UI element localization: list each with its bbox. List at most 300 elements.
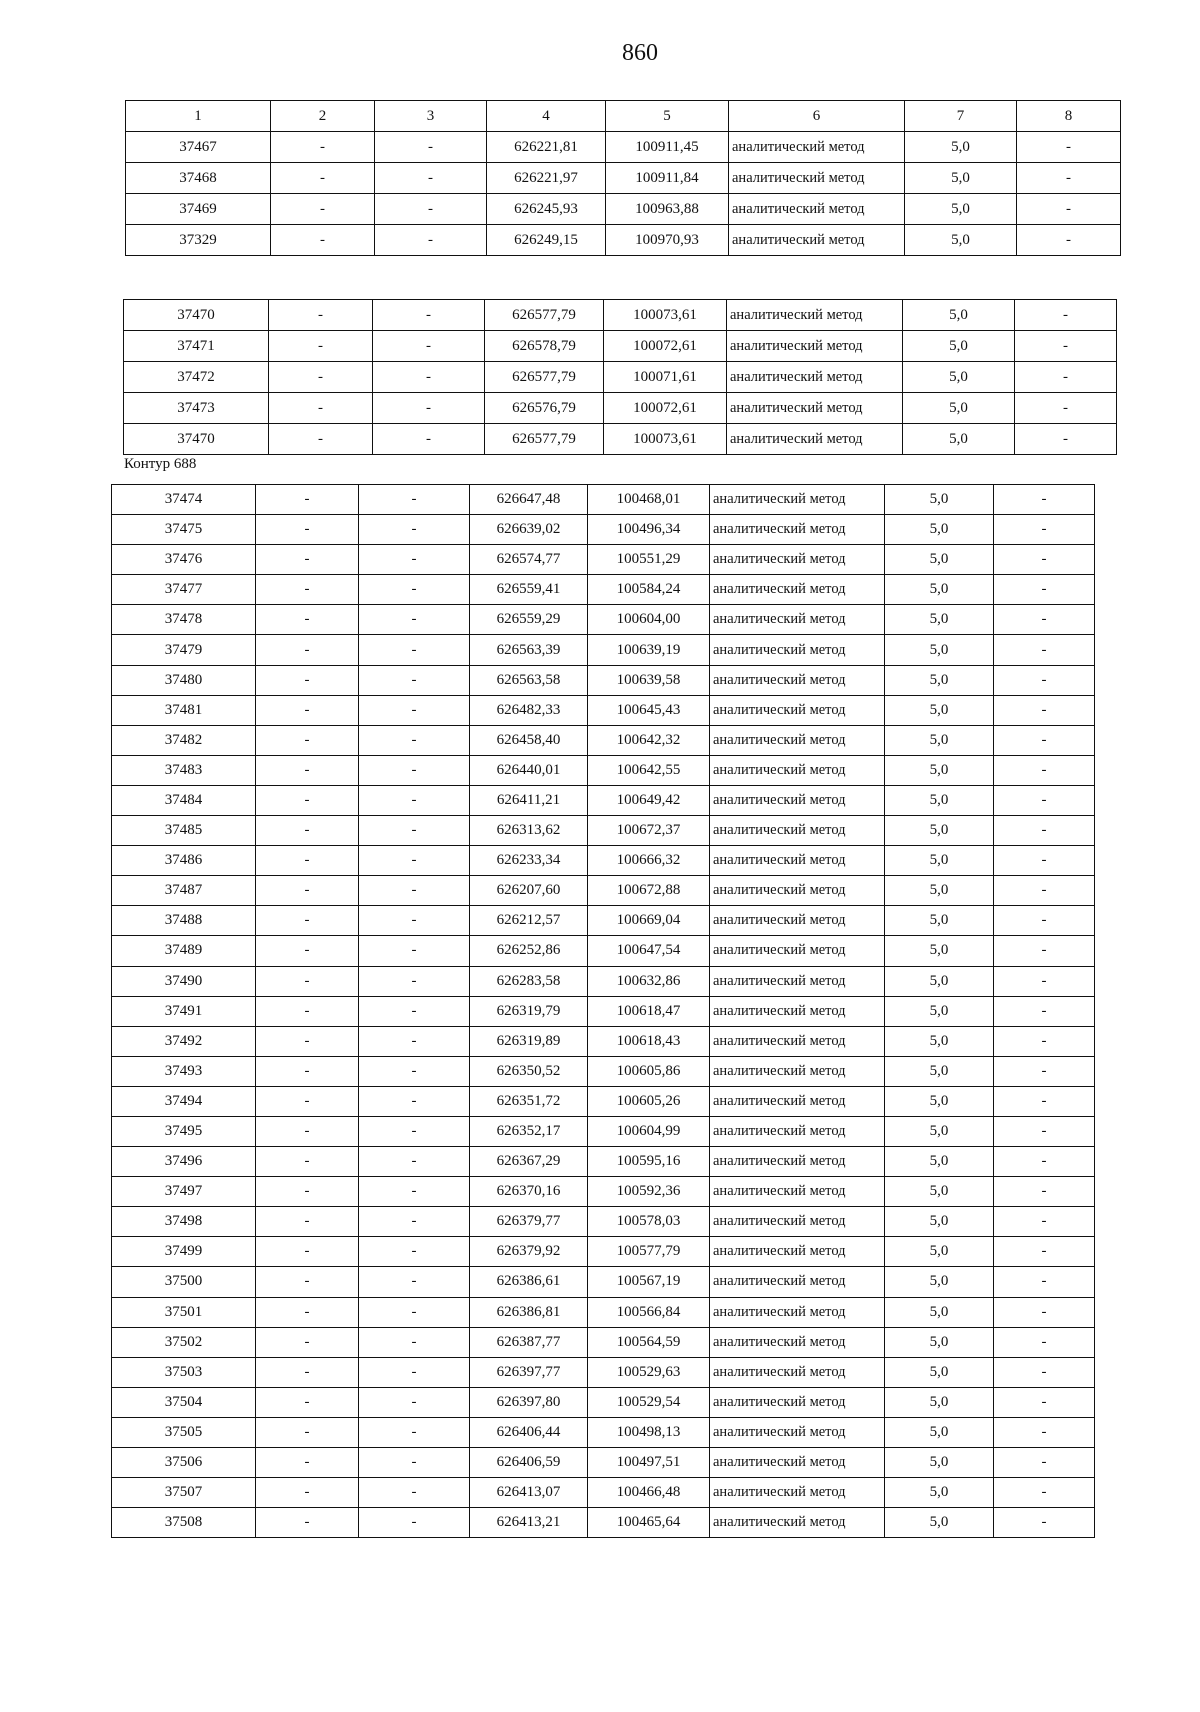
- table-cell: 37474: [112, 485, 256, 515]
- table-cell: 626367,29: [470, 1147, 588, 1177]
- table-row: [112, 1086, 1095, 1116]
- table-cell: -: [256, 1478, 359, 1508]
- table-cell: -: [359, 785, 470, 815]
- table-cell: аналитический метод: [710, 485, 885, 515]
- table-cell: аналитический метод: [710, 1357, 885, 1387]
- table-cell: 37468: [126, 163, 271, 194]
- table-cell: 5,0: [885, 485, 994, 515]
- table-cell: 5,0: [885, 1508, 994, 1538]
- table-cell: -: [1017, 225, 1121, 256]
- table-cell: -: [359, 1056, 470, 1086]
- table-cell: аналитический метод: [727, 424, 903, 455]
- table-cell: -: [271, 225, 375, 256]
- table-cell: -: [256, 515, 359, 545]
- table-cell: 5,0: [885, 605, 994, 635]
- table-cell: 100071,61: [604, 362, 727, 393]
- table-cell: -: [1015, 393, 1117, 424]
- table-cell: -: [359, 1267, 470, 1297]
- table-cell: -: [994, 816, 1095, 846]
- table-cell: 626577,79: [485, 300, 604, 331]
- table-cell: 37504: [112, 1387, 256, 1417]
- table-cell: 100567,19: [588, 1267, 710, 1297]
- table-row: [126, 194, 1121, 225]
- table-cell: аналитический метод: [710, 996, 885, 1026]
- table-cell: -: [256, 1357, 359, 1387]
- table-row: [112, 635, 1095, 665]
- table-cell: 100672,88: [588, 876, 710, 906]
- table-row: [112, 725, 1095, 755]
- table-cell: 5,0: [885, 1116, 994, 1146]
- table-row: [112, 1327, 1095, 1357]
- table-cell: 626221,97: [487, 163, 606, 194]
- table-row: [112, 1056, 1095, 1086]
- table-cell: -: [994, 906, 1095, 936]
- table-cell: 100639,58: [588, 665, 710, 695]
- table-cell: аналитический метод: [710, 816, 885, 846]
- table-cell: -: [269, 393, 373, 424]
- table-cell: 100605,26: [588, 1086, 710, 1116]
- table-cell: -: [271, 132, 375, 163]
- table-cell: 100497,51: [588, 1448, 710, 1478]
- table-cell: -: [256, 695, 359, 725]
- table-cell: аналитический метод: [727, 300, 903, 331]
- table-cell: -: [1015, 362, 1117, 393]
- table-cell: -: [359, 876, 470, 906]
- table-cell: -: [256, 1177, 359, 1207]
- table-cell: 626252,86: [470, 936, 588, 966]
- table-cell: аналитический метод: [710, 605, 885, 635]
- table-cell: 5,0: [885, 545, 994, 575]
- table-cell: -: [269, 424, 373, 455]
- table-cell: 37502: [112, 1327, 256, 1357]
- table-cell: 5,0: [885, 846, 994, 876]
- table-cell: 5,0: [885, 695, 994, 725]
- table-cell: 626563,58: [470, 665, 588, 695]
- table-cell: -: [994, 1508, 1095, 1538]
- table-cell: 100618,43: [588, 1026, 710, 1056]
- table-cell: 100592,36: [588, 1177, 710, 1207]
- table-cell: 100639,19: [588, 635, 710, 665]
- table-cell: -: [256, 1508, 359, 1538]
- table-cell: аналитический метод: [710, 1417, 885, 1447]
- table-cell: -: [373, 393, 485, 424]
- table-cell: аналитический метод: [710, 1237, 885, 1267]
- table-row: [112, 575, 1095, 605]
- table-cell: 5,0: [885, 1177, 994, 1207]
- table-cell: 100595,16: [588, 1147, 710, 1177]
- table-cell: 37479: [112, 635, 256, 665]
- table-cell: -: [256, 996, 359, 1026]
- table-cell: аналитический метод: [710, 545, 885, 575]
- table-cell: аналитический метод: [710, 1508, 885, 1538]
- table-cell: -: [359, 755, 470, 785]
- table-cell: 100647,54: [588, 936, 710, 966]
- table-cell: 37472: [124, 362, 269, 393]
- table-cell: аналитический метод: [710, 966, 885, 996]
- table-cell: 5,0: [885, 1147, 994, 1177]
- table-cell: 37493: [112, 1056, 256, 1086]
- table-cell: 626578,79: [485, 331, 604, 362]
- table-cell: -: [256, 1237, 359, 1267]
- table-cell: 626319,89: [470, 1026, 588, 1056]
- table-cell: -: [994, 1267, 1095, 1297]
- table-cell: 626249,15: [487, 225, 606, 256]
- table-cell: -: [994, 1417, 1095, 1447]
- table-cell: -: [359, 906, 470, 936]
- table-cell: 5,0: [885, 936, 994, 966]
- table-cell: 626559,29: [470, 605, 588, 635]
- table-cell: 100584,24: [588, 575, 710, 605]
- table-cell: 100551,29: [588, 545, 710, 575]
- table-cell: аналитический метод: [710, 695, 885, 725]
- table-cell: 37467: [126, 132, 271, 163]
- table-cell: -: [994, 785, 1095, 815]
- table-cell: 626350,52: [470, 1056, 588, 1086]
- table-cell: аналитический метод: [710, 755, 885, 785]
- table-cell: -: [256, 605, 359, 635]
- table-cell: 37497: [112, 1177, 256, 1207]
- table-cell: 100632,86: [588, 966, 710, 996]
- table-header-row: [126, 101, 1121, 132]
- table-row: [112, 785, 1095, 815]
- table-cell: 5,0: [905, 225, 1017, 256]
- table-cell: 100963,88: [606, 194, 729, 225]
- table-cell: 100496,34: [588, 515, 710, 545]
- table-cell: 100672,37: [588, 816, 710, 846]
- table-cell: -: [256, 906, 359, 936]
- table-cell: аналитический метод: [710, 515, 885, 545]
- table-row: [126, 132, 1121, 163]
- table-row: [112, 1448, 1095, 1478]
- table-cell: 100669,04: [588, 906, 710, 936]
- table-row: [112, 1147, 1095, 1177]
- table-cell: -: [359, 966, 470, 996]
- table-cell: 5,0: [903, 362, 1015, 393]
- table-cell: 626577,79: [485, 424, 604, 455]
- table-cell: -: [359, 1417, 470, 1447]
- table-cell: 100529,63: [588, 1357, 710, 1387]
- table-cell: 37473: [124, 393, 269, 424]
- table-cell: -: [256, 485, 359, 515]
- table-cell: 100911,45: [606, 132, 729, 163]
- table-cell: 100642,55: [588, 755, 710, 785]
- table-cell: 37508: [112, 1508, 256, 1538]
- table-cell: -: [1017, 132, 1121, 163]
- table-cell: -: [994, 1116, 1095, 1146]
- table-cell: аналитический метод: [710, 1297, 885, 1327]
- table-cell: аналитический метод: [710, 1147, 885, 1177]
- table-cell: -: [359, 1387, 470, 1417]
- table-cell: 100618,47: [588, 996, 710, 1026]
- table-cell: 100072,61: [604, 393, 727, 424]
- column-header: 3: [375, 101, 487, 132]
- table-cell: -: [256, 545, 359, 575]
- coordinates-table-block-1: [125, 100, 1121, 256]
- table-cell: 5,0: [885, 1267, 994, 1297]
- table-cell: аналитический метод: [727, 362, 903, 393]
- table-row: [112, 485, 1095, 515]
- table-cell: 100642,32: [588, 725, 710, 755]
- table-cell: аналитический метод: [710, 1478, 885, 1508]
- table-cell: -: [256, 1327, 359, 1357]
- table-cell: 37503: [112, 1357, 256, 1387]
- table-cell: аналитический метод: [729, 194, 905, 225]
- table-cell: 626440,01: [470, 755, 588, 785]
- table-cell: 37490: [112, 966, 256, 996]
- table-cell: 5,0: [885, 1478, 994, 1508]
- table-cell: 100649,42: [588, 785, 710, 815]
- table-cell: 100666,32: [588, 846, 710, 876]
- table-cell: -: [359, 1237, 470, 1267]
- page-number: 860: [622, 40, 658, 66]
- table-cell: 626283,58: [470, 966, 588, 996]
- table-cell: аналитический метод: [710, 1086, 885, 1116]
- table-cell: -: [994, 1297, 1095, 1327]
- table-cell: -: [994, 725, 1095, 755]
- table-cell: -: [269, 362, 373, 393]
- table-cell: 5,0: [885, 1086, 994, 1116]
- table-cell: -: [359, 1357, 470, 1387]
- table-cell: -: [256, 575, 359, 605]
- table-cell: аналитический метод: [710, 725, 885, 755]
- table-cell: 5,0: [885, 906, 994, 936]
- table-cell: -: [256, 1207, 359, 1237]
- table-cell: 37469: [126, 194, 271, 225]
- table-cell: 37475: [112, 515, 256, 545]
- table-cell: -: [359, 1147, 470, 1177]
- table-cell: 37470: [124, 424, 269, 455]
- table-cell: -: [994, 1327, 1095, 1357]
- table-row: [112, 936, 1095, 966]
- table-cell: 626387,77: [470, 1327, 588, 1357]
- table-cell: 100073,61: [604, 300, 727, 331]
- table-cell: аналитический метод: [710, 1448, 885, 1478]
- table-cell: 37477: [112, 575, 256, 605]
- table-cell: -: [994, 485, 1095, 515]
- table-row: [112, 966, 1095, 996]
- table-cell: -: [1017, 194, 1121, 225]
- table-cell: 37476: [112, 545, 256, 575]
- table-cell: -: [359, 1297, 470, 1327]
- table-cell: -: [359, 575, 470, 605]
- table-cell: -: [994, 1448, 1095, 1478]
- table-cell: 626411,21: [470, 785, 588, 815]
- table-cell: 5,0: [905, 163, 1017, 194]
- table-cell: 37487: [112, 876, 256, 906]
- table-cell: 626386,81: [470, 1297, 588, 1327]
- table-cell: -: [256, 665, 359, 695]
- table-cell: 5,0: [885, 785, 994, 815]
- table-cell: 626482,33: [470, 695, 588, 725]
- table-cell: -: [994, 996, 1095, 1026]
- table-cell: 37471: [124, 331, 269, 362]
- table-cell: -: [994, 635, 1095, 665]
- table-row: [112, 515, 1095, 545]
- table-cell: -: [256, 1086, 359, 1116]
- table-row: [124, 331, 1117, 362]
- table-cell: 626413,07: [470, 1478, 588, 1508]
- table-cell: -: [1015, 424, 1117, 455]
- table-cell: 37499: [112, 1237, 256, 1267]
- table-cell: -: [256, 876, 359, 906]
- table-cell: -: [359, 485, 470, 515]
- table-cell: -: [994, 1357, 1095, 1387]
- column-header: 8: [1017, 101, 1121, 132]
- table-cell: -: [359, 1478, 470, 1508]
- table-cell: -: [373, 300, 485, 331]
- table-row: [112, 1417, 1095, 1447]
- table-cell: -: [994, 545, 1095, 575]
- table-cell: аналитический метод: [710, 906, 885, 936]
- table-cell: 100578,03: [588, 1207, 710, 1237]
- table-row: [112, 816, 1095, 846]
- table-row: [124, 300, 1117, 331]
- table-cell: -: [256, 1026, 359, 1056]
- table-cell: 100566,84: [588, 1297, 710, 1327]
- table-cell: -: [994, 1237, 1095, 1267]
- table-cell: -: [375, 225, 487, 256]
- column-header: 6: [729, 101, 905, 132]
- table-row: [112, 1478, 1095, 1508]
- table-row: [112, 1297, 1095, 1327]
- table-cell: 5,0: [885, 665, 994, 695]
- table-cell: -: [359, 1026, 470, 1056]
- table-cell: 5,0: [885, 816, 994, 846]
- table-cell: 5,0: [885, 1237, 994, 1267]
- table-cell: 100577,79: [588, 1237, 710, 1267]
- table-cell: 100564,59: [588, 1327, 710, 1357]
- table-cell: -: [373, 424, 485, 455]
- coordinates-table-block-2: [123, 299, 1117, 455]
- table-cell: -: [375, 194, 487, 225]
- table-cell: -: [256, 816, 359, 846]
- table-cell: 37470: [124, 300, 269, 331]
- table-cell: 100604,99: [588, 1116, 710, 1146]
- table-cell: -: [256, 755, 359, 785]
- table-cell: -: [256, 1116, 359, 1146]
- coordinates-table-contour-688: [111, 484, 1095, 1538]
- table-cell: -: [994, 1056, 1095, 1086]
- table-cell: 626406,59: [470, 1448, 588, 1478]
- table-cell: -: [256, 1056, 359, 1086]
- table-cell: -: [373, 362, 485, 393]
- table-cell: -: [256, 1417, 359, 1447]
- table-row: [112, 1237, 1095, 1267]
- table-row: [112, 1357, 1095, 1387]
- table-cell: -: [256, 846, 359, 876]
- table-cell: 5,0: [885, 1417, 994, 1447]
- table-cell: 5,0: [885, 725, 994, 755]
- table-cell: -: [359, 515, 470, 545]
- table-row: [112, 1116, 1095, 1146]
- table-cell: аналитический метод: [710, 1177, 885, 1207]
- table-cell: аналитический метод: [727, 331, 903, 362]
- table-cell: аналитический метод: [710, 1116, 885, 1146]
- table-row: [112, 906, 1095, 936]
- table-cell: -: [256, 966, 359, 996]
- table-cell: 100466,48: [588, 1478, 710, 1508]
- table-row: [112, 876, 1095, 906]
- table-cell: -: [359, 605, 470, 635]
- table-cell: -: [271, 163, 375, 194]
- table-cell: 37491: [112, 996, 256, 1026]
- table-cell: 37501: [112, 1297, 256, 1327]
- table-cell: -: [359, 1086, 470, 1116]
- table-cell: -: [359, 996, 470, 1026]
- table-cell: 5,0: [885, 1056, 994, 1086]
- table-cell: -: [994, 1387, 1095, 1417]
- table-cell: 626576,79: [485, 393, 604, 424]
- table-cell: 5,0: [885, 1026, 994, 1056]
- table-cell: -: [359, 846, 470, 876]
- table-cell: аналитический метод: [727, 393, 903, 424]
- table-cell: -: [269, 300, 373, 331]
- table-cell: -: [256, 1387, 359, 1417]
- table-cell: 5,0: [885, 1387, 994, 1417]
- table-cell: -: [269, 331, 373, 362]
- table-row: [112, 846, 1095, 876]
- table-cell: 37484: [112, 785, 256, 815]
- table-cell: 5,0: [885, 515, 994, 545]
- table-row: [126, 163, 1121, 194]
- table-row: [112, 1387, 1095, 1417]
- table-row: [112, 545, 1095, 575]
- table-cell: 37496: [112, 1147, 256, 1177]
- table-cell: -: [359, 1116, 470, 1146]
- table-cell: аналитический метод: [710, 1387, 885, 1417]
- table-cell: 5,0: [903, 424, 1015, 455]
- table-cell: -: [359, 695, 470, 725]
- table-cell: -: [994, 966, 1095, 996]
- table-cell: 626577,79: [485, 362, 604, 393]
- table-cell: 100072,61: [604, 331, 727, 362]
- table-cell: 5,0: [885, 966, 994, 996]
- table-cell: 626563,39: [470, 635, 588, 665]
- table-cell: -: [256, 1267, 359, 1297]
- table-cell: -: [994, 1086, 1095, 1116]
- table-cell: аналитический метод: [710, 846, 885, 876]
- table-cell: аналитический метод: [710, 1207, 885, 1237]
- table-row: [112, 996, 1095, 1026]
- table-cell: 626370,16: [470, 1177, 588, 1207]
- column-header: 4: [487, 101, 606, 132]
- table-cell: -: [1015, 300, 1117, 331]
- table-cell: -: [359, 725, 470, 755]
- table-cell: 5,0: [885, 996, 994, 1026]
- table-cell: -: [359, 1327, 470, 1357]
- table-cell: 5,0: [905, 132, 1017, 163]
- table-cell: 37480: [112, 665, 256, 695]
- table-cell: -: [994, 695, 1095, 725]
- table-cell: 626245,93: [487, 194, 606, 225]
- table-cell: аналитический метод: [710, 1056, 885, 1086]
- table-cell: 5,0: [885, 1297, 994, 1327]
- table-cell: -: [359, 665, 470, 695]
- table-cell: -: [359, 1448, 470, 1478]
- table-cell: -: [994, 1177, 1095, 1207]
- table-cell: 5,0: [885, 876, 994, 906]
- table-cell: 5,0: [903, 393, 1015, 424]
- table-cell: -: [994, 515, 1095, 545]
- table-cell: -: [994, 755, 1095, 785]
- table-cell: аналитический метод: [710, 1267, 885, 1297]
- table-cell: 100498,13: [588, 1417, 710, 1447]
- table-cell: -: [375, 132, 487, 163]
- table-cell: 37492: [112, 1026, 256, 1056]
- table-cell: 626397,77: [470, 1357, 588, 1387]
- table-row: [112, 665, 1095, 695]
- table-cell: -: [359, 1508, 470, 1538]
